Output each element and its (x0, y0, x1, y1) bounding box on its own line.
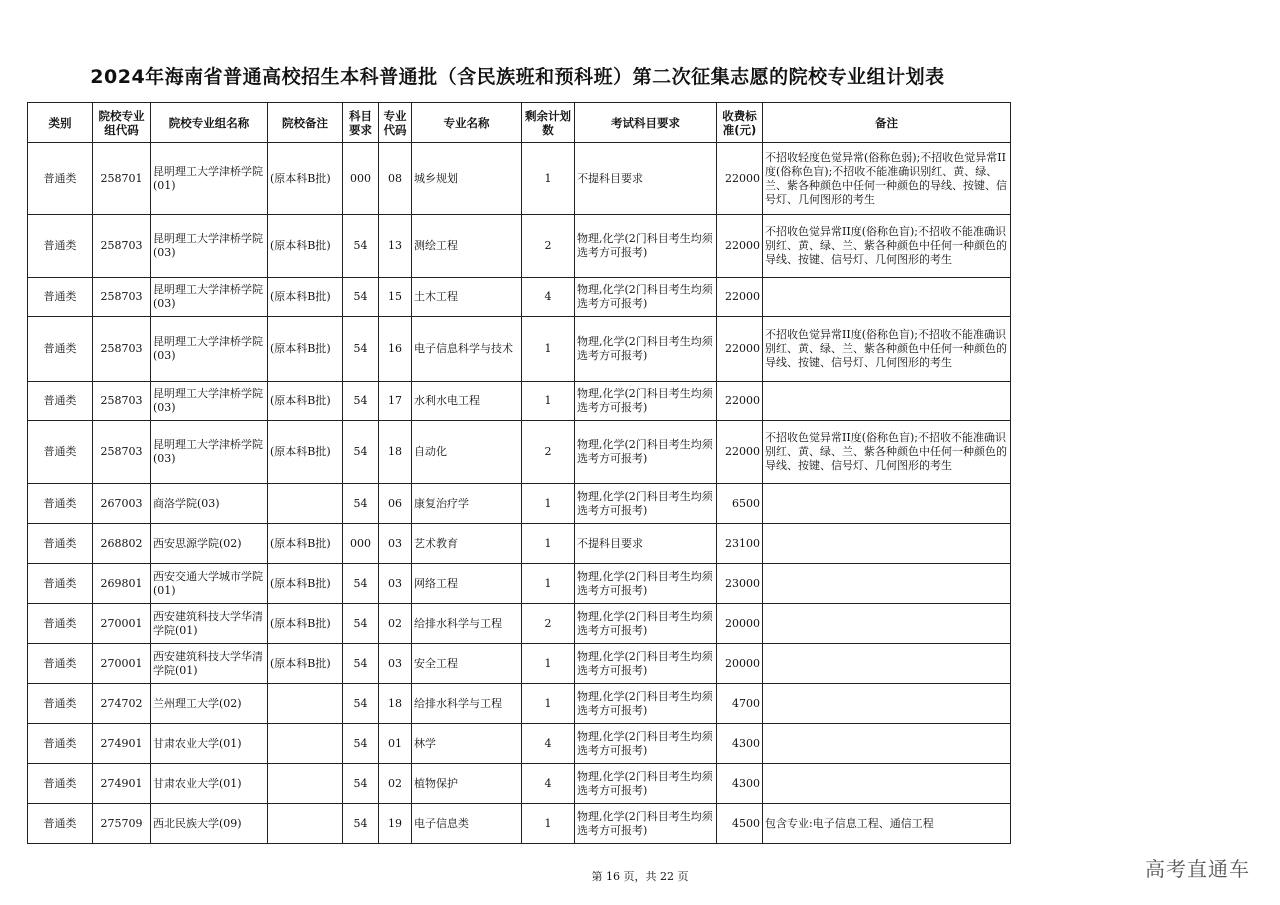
cell-fee: 20000 (717, 604, 763, 644)
cell-major-name: 给排水科学与工程 (412, 684, 522, 724)
cell-major-code: 02 (379, 604, 412, 644)
cell-category: 普通类 (28, 524, 93, 564)
cell-major-code: 18 (379, 684, 412, 724)
cell-group-name: 昆明理工大学津桥学院(03) (151, 317, 268, 382)
cell-category: 普通类 (28, 684, 93, 724)
cell-fee: 22000 (717, 421, 763, 484)
cell-remaining: 1 (522, 317, 575, 382)
cell-group-name: 西安建筑科技大学华清学院(01) (151, 644, 268, 684)
cell-school-note (268, 484, 343, 524)
cell-group-name: 西安思源学院(02) (151, 524, 268, 564)
cell-category: 普通类 (28, 317, 93, 382)
cell-remaining: 4 (522, 278, 575, 317)
cell-group-name: 兰州理工大学(02) (151, 684, 268, 724)
cell-exam-req: 物理,化学(2门科目考生均须选考方可报考) (575, 484, 717, 524)
cell-fee: 23000 (717, 564, 763, 604)
cell-subject-req: 54 (343, 764, 379, 804)
cell-major-name: 安全工程 (412, 644, 522, 684)
cell-exam-req: 物理,化学(2门科目考生均须选考方可报考) (575, 317, 717, 382)
cell-remaining: 1 (522, 564, 575, 604)
cell-exam-req: 物理,化学(2门科目考生均须选考方可报考) (575, 804, 717, 844)
header-row (28, 103, 1011, 143)
cell-school-note: (原本科B批) (268, 278, 343, 317)
page-title: 2024年海南省普通高校招生本科普通批（含民族班和预科班）第二次征集志愿的院校专业组计划表 (90, 66, 945, 88)
cell-group-code: 275709 (93, 804, 151, 844)
cell-group-code: 258703 (93, 421, 151, 484)
cell-category: 普通类 (28, 484, 93, 524)
cell-group-code: 270001 (93, 604, 151, 644)
cell-school-note (268, 764, 343, 804)
cell-category: 普通类 (28, 604, 93, 644)
cell-subject-req: 54 (343, 382, 379, 421)
cell-remark (763, 564, 1011, 604)
cell-group-code: 268802 (93, 524, 151, 564)
header-remark: 备注 (763, 103, 1011, 143)
table-row (28, 724, 1011, 764)
cell-subject-req: 54 (343, 644, 379, 684)
cell-group-name: 西北民族大学(09) (151, 804, 268, 844)
cell-category: 普通类 (28, 644, 93, 684)
cell-fee: 20000 (717, 644, 763, 684)
cell-school-note: (原本科B批) (268, 604, 343, 644)
cell-category: 普通类 (28, 804, 93, 844)
cell-subject-req: 54 (343, 484, 379, 524)
header-group-name: 院校专业组名称 (151, 103, 268, 143)
cell-exam-req: 物理,化学(2门科目考生均须选考方可报考) (575, 564, 717, 604)
cell-group-code: 274901 (93, 724, 151, 764)
cell-major-name: 电子信息科学与技术 (412, 317, 522, 382)
cell-major-code: 15 (379, 278, 412, 317)
cell-major-code: 13 (379, 215, 412, 278)
cell-subject-req: 54 (343, 724, 379, 764)
table-row (28, 644, 1011, 684)
cell-remaining: 2 (522, 604, 575, 644)
cell-remaining: 2 (522, 215, 575, 278)
cell-school-note (268, 684, 343, 724)
cell-remark (763, 724, 1011, 764)
cell-exam-req: 物理,化学(2门科目考生均须选考方可报考) (575, 421, 717, 484)
cell-school-note (268, 804, 343, 844)
cell-subject-req: 54 (343, 215, 379, 278)
table-row (28, 764, 1011, 804)
cell-school-note: (原本科B批) (268, 317, 343, 382)
cell-school-note: (原本科B批) (268, 143, 343, 215)
cell-category: 普通类 (28, 564, 93, 604)
plan-table (27, 102, 1011, 844)
cell-major-name: 自动化 (412, 421, 522, 484)
cell-group-name: 昆明理工大学津桥学院(03) (151, 382, 268, 421)
cell-exam-req: 物理,化学(2门科目考生均须选考方可报考) (575, 604, 717, 644)
cell-group-code: 258703 (93, 278, 151, 317)
cell-remark (763, 644, 1011, 684)
cell-remark (763, 484, 1011, 524)
cell-subject-req: 000 (343, 143, 379, 215)
cell-group-code: 269801 (93, 564, 151, 604)
cell-group-code: 258703 (93, 215, 151, 278)
cell-exam-req: 物理,化学(2门科目考生均须选考方可报考) (575, 644, 717, 684)
cell-school-note (268, 724, 343, 764)
table-row (28, 421, 1011, 484)
cell-remark (763, 278, 1011, 317)
cell-school-note: (原本科B批) (268, 215, 343, 278)
cell-subject-req: 54 (343, 278, 379, 317)
table-row (28, 804, 1011, 844)
cell-exam-req: 物理,化学(2门科目考生均须选考方可报考) (575, 215, 717, 278)
cell-remaining: 1 (522, 382, 575, 421)
cell-group-name: 西安建筑科技大学华清学院(01) (151, 604, 268, 644)
table-row (28, 684, 1011, 724)
cell-major-code: 17 (379, 382, 412, 421)
cell-major-code: 06 (379, 484, 412, 524)
cell-category: 普通类 (28, 421, 93, 484)
table-row (28, 484, 1011, 524)
cell-subject-req: 54 (343, 564, 379, 604)
header-subject-req: 科目要求 (343, 103, 379, 143)
cell-subject-req: 54 (343, 684, 379, 724)
cell-group-code: 274702 (93, 684, 151, 724)
cell-exam-req: 物理,化学(2门科目考生均须选考方可报考) (575, 278, 717, 317)
cell-group-name: 昆明理工大学津桥学院(03) (151, 215, 268, 278)
cell-fee: 4300 (717, 724, 763, 764)
cell-major-name: 林学 (412, 724, 522, 764)
cell-major-name: 城乡规划 (412, 143, 522, 215)
cell-subject-req: 54 (343, 421, 379, 484)
cell-school-note: (原本科B批) (268, 644, 343, 684)
cell-remaining: 1 (522, 524, 575, 564)
cell-fee: 22000 (717, 317, 763, 382)
cell-remark: 包含专业:电子信息工程、通信工程 (763, 804, 1011, 844)
cell-fee: 22000 (717, 278, 763, 317)
cell-exam-req: 物理,化学(2门科目考生均须选考方可报考) (575, 724, 717, 764)
cell-major-code: 19 (379, 804, 412, 844)
cell-group-name: 昆明理工大学津桥学院(03) (151, 278, 268, 317)
cell-remaining: 4 (522, 724, 575, 764)
cell-major-code: 03 (379, 524, 412, 564)
cell-category: 普通类 (28, 278, 93, 317)
table-row (28, 382, 1011, 421)
cell-remark: 不招收色觉异常II度(俗称色盲);不招收不能准确识别红、黄、绿、兰、紫各种颜色中任何一种颜色的导线、按键、信号灯、几何图形的考生 (763, 215, 1011, 278)
cell-major-code: 03 (379, 564, 412, 604)
table-row (28, 524, 1011, 564)
header-exam-req: 考试科目要求 (575, 103, 717, 143)
cell-major-code: 08 (379, 143, 412, 215)
cell-group-code: 258703 (93, 317, 151, 382)
cell-category: 普通类 (28, 382, 93, 421)
cell-major-name: 康复治疗学 (412, 484, 522, 524)
cell-group-code: 267003 (93, 484, 151, 524)
cell-remark: 不招收轻度色觉异常(俗称色弱);不招收色觉异常II度(俗称色盲);不招收不能准确识别红、黄、绿、兰、紫各种颜色中任何一种颜色的导线、按键、信号灯、几何图形的考生 (763, 143, 1011, 215)
cell-fee: 6500 (717, 484, 763, 524)
cell-fee: 4300 (717, 764, 763, 804)
cell-major-code: 16 (379, 317, 412, 382)
header-major-name: 专业名称 (412, 103, 522, 143)
cell-school-note: (原本科B批) (268, 524, 343, 564)
cell-remaining: 1 (522, 684, 575, 724)
cell-group-code: 274901 (93, 764, 151, 804)
cell-major-code: 18 (379, 421, 412, 484)
cell-major-name: 水利水电工程 (412, 382, 522, 421)
cell-fee: 4500 (717, 804, 763, 844)
cell-category: 普通类 (28, 764, 93, 804)
table-row (28, 278, 1011, 317)
page-footer: 第 16 页，共 22 页 (591, 870, 689, 883)
cell-major-name: 植物保护 (412, 764, 522, 804)
cell-fee: 4700 (717, 684, 763, 724)
cell-remaining: 1 (522, 804, 575, 844)
table-row (28, 604, 1011, 644)
cell-remark (763, 764, 1011, 804)
cell-major-name: 艺术教育 (412, 524, 522, 564)
cell-exam-req: 不提科目要求 (575, 524, 717, 564)
cell-group-name: 昆明理工大学津桥学院(03) (151, 421, 268, 484)
cell-school-note: (原本科B批) (268, 421, 343, 484)
table-row (28, 317, 1011, 382)
cell-remaining: 1 (522, 484, 575, 524)
cell-remark (763, 604, 1011, 644)
cell-major-name: 网络工程 (412, 564, 522, 604)
cell-category: 普通类 (28, 143, 93, 215)
cell-exam-req: 物理,化学(2门科目考生均须选考方可报考) (575, 684, 717, 724)
cell-major-name: 测绘工程 (412, 215, 522, 278)
cell-subject-req: 000 (343, 524, 379, 564)
cell-major-code: 03 (379, 644, 412, 684)
cell-fee: 23100 (717, 524, 763, 564)
cell-remaining: 4 (522, 764, 575, 804)
cell-remaining: 2 (522, 421, 575, 484)
cell-group-code: 258701 (93, 143, 151, 215)
header-fee: 收费标准(元) (717, 103, 763, 143)
cell-group-name: 商洛学院(03) (151, 484, 268, 524)
cell-subject-req: 54 (343, 604, 379, 644)
cell-subject-req: 54 (343, 804, 379, 844)
cell-group-name: 甘肃农业大学(01) (151, 764, 268, 804)
cell-school-note: (原本科B批) (268, 564, 343, 604)
cell-category: 普通类 (28, 724, 93, 764)
cell-remark (763, 684, 1011, 724)
cell-remark (763, 524, 1011, 564)
cell-group-code: 258703 (93, 382, 151, 421)
cell-category: 普通类 (28, 215, 93, 278)
cell-group-name: 昆明理工大学津桥学院(01) (151, 143, 268, 215)
cell-remark (763, 382, 1011, 421)
cell-major-name: 电子信息类 (412, 804, 522, 844)
table-row (28, 215, 1011, 278)
header-major-code: 专业代码 (379, 103, 412, 143)
cell-major-code: 01 (379, 724, 412, 764)
header-school-note: 院校备注 (268, 103, 343, 143)
cell-group-name: 甘肃农业大学(01) (151, 724, 268, 764)
cell-fee: 22000 (717, 382, 763, 421)
cell-remark: 不招收色觉异常II度(俗称色盲);不招收不能准确识别红、黄、绿、兰、紫各种颜色中任何一种颜色的导线、按键、信号灯、几何图形的考生 (763, 317, 1011, 382)
cell-major-name: 土木工程 (412, 278, 522, 317)
header-category: 类别 (28, 103, 93, 143)
cell-group-code: 270001 (93, 644, 151, 684)
cell-school-note: (原本科B批) (268, 382, 343, 421)
cell-fee: 22000 (717, 143, 763, 215)
cell-major-code: 02 (379, 764, 412, 804)
header-remaining: 剩余计划数 (522, 103, 575, 143)
cell-subject-req: 54 (343, 317, 379, 382)
cell-remark: 不招收色觉异常II度(俗称色盲);不招收不能准确识别红、黄、绿、兰、紫各种颜色中任何一种颜色的导线、按键、信号灯、几何图形的考生 (763, 421, 1011, 484)
cell-exam-req: 物理,化学(2门科目考生均须选考方可报考) (575, 764, 717, 804)
table-row (28, 143, 1011, 215)
cell-remaining: 1 (522, 143, 575, 215)
cell-group-name: 西安交通大学城市学院(01) (151, 564, 268, 604)
cell-major-name: 给排水科学与工程 (412, 604, 522, 644)
cell-exam-req: 物理,化学(2门科目考生均须选考方可报考) (575, 382, 717, 421)
table-row (28, 564, 1011, 604)
cell-remaining: 1 (522, 644, 575, 684)
cell-exam-req: 不提科目要求 (575, 143, 717, 215)
watermark: 高考直通车 (1145, 857, 1250, 881)
cell-fee: 22000 (717, 215, 763, 278)
header-group-code: 院校专业组代码 (93, 103, 151, 143)
